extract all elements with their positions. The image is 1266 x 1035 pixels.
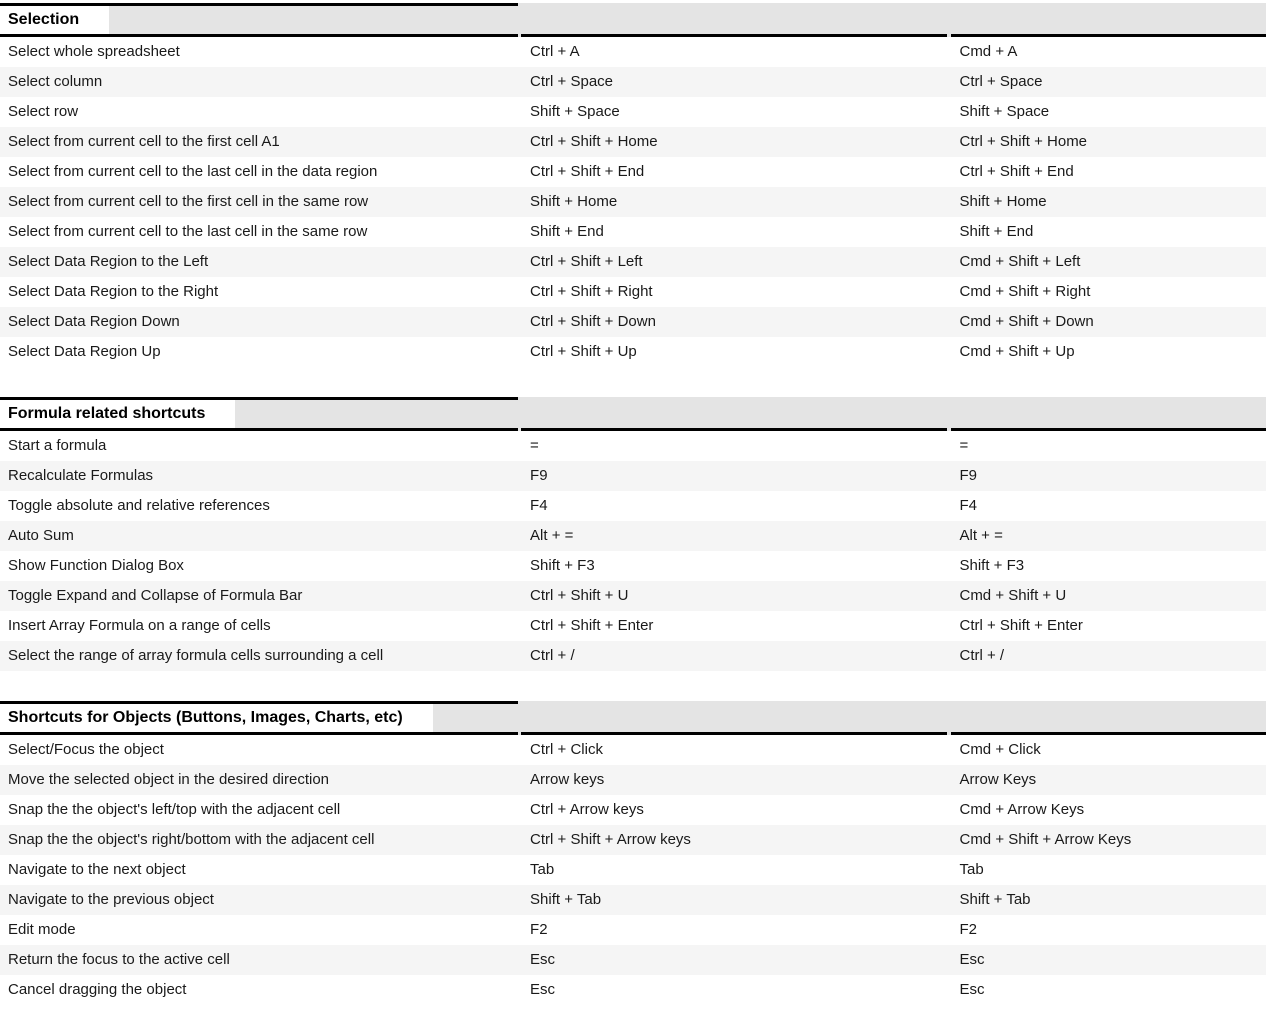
- shortcut-row: [0, 825, 1266, 855]
- windows-shortcut-cell: Esc: [519, 945, 949, 975]
- mac-shortcut-cell: Ctrl + Shift + Enter: [949, 611, 1266, 641]
- windows-shortcut-cell: Ctrl + Click: [519, 735, 949, 765]
- action-cell: Select from current cell to the first cell A1: [0, 127, 519, 157]
- action-cell: Select Data Region Up: [0, 337, 519, 367]
- mac-shortcut-cell: F2: [949, 915, 1266, 945]
- windows-shortcut-cell: Shift + End: [519, 217, 949, 247]
- mac-shortcut-cell: Cmd + Shift + Left: [949, 247, 1266, 277]
- shortcut-section: [0, 701, 1266, 1005]
- header-bottom-border-col2: [521, 732, 947, 735]
- shortcut-row: [0, 461, 1266, 491]
- section-header: [0, 701, 1266, 735]
- windows-shortcut-cell: Ctrl + Shift + Right: [519, 277, 949, 307]
- shortcut-section: [0, 3, 1266, 367]
- mac-shortcut-cell: Cmd + Shift + U: [949, 581, 1266, 611]
- windows-shortcut-cell: Ctrl + Shift + End: [519, 157, 949, 187]
- header-bottom-border-col3: [951, 34, 1266, 37]
- shortcut-row: [0, 521, 1266, 551]
- windows-shortcut-cell: Ctrl + Shift + Left: [519, 247, 949, 277]
- mac-shortcut-cell: Ctrl + /: [949, 641, 1266, 671]
- mac-shortcut-cell: Cmd + Shift + Up: [949, 337, 1266, 367]
- mac-shortcut-cell: Cmd + Shift + Arrow Keys: [949, 825, 1266, 855]
- mac-shortcut-cell: Shift + Tab: [949, 885, 1266, 915]
- header-bottom-border-col2: [521, 428, 947, 431]
- windows-shortcut-cell: Ctrl + Shift + U: [519, 581, 949, 611]
- action-cell: Navigate to the next object: [0, 855, 519, 885]
- shortcut-row: [0, 37, 1266, 67]
- section-header: [0, 3, 1266, 37]
- windows-shortcut-cell: Tab: [519, 855, 949, 885]
- header-bottom-border-col2: [521, 34, 947, 37]
- action-cell: Start a formula: [0, 431, 519, 461]
- windows-shortcut-cell: Ctrl + Shift + Up: [519, 337, 949, 367]
- section-title: Formula related shortcuts: [0, 400, 235, 428]
- header-top-border: [0, 3, 518, 6]
- shortcut-row: [0, 127, 1266, 157]
- mac-shortcut-cell: Shift + Space: [949, 97, 1266, 127]
- action-cell: Insert Array Formula on a range of cells: [0, 611, 519, 641]
- action-cell: Select column: [0, 67, 519, 97]
- shortcut-row: [0, 217, 1266, 247]
- windows-shortcut-cell: Shift + F3: [519, 551, 949, 581]
- action-cell: Toggle absolute and relative references: [0, 491, 519, 521]
- windows-shortcut-cell: Shift + Home: [519, 187, 949, 217]
- mac-shortcut-cell: F9: [949, 461, 1266, 491]
- mac-shortcut-cell: Cmd + Click: [949, 735, 1266, 765]
- shortcut-row: [0, 307, 1266, 337]
- action-cell: Select from current cell to the last cell in the same row: [0, 217, 519, 247]
- mac-shortcut-cell: Cmd + A: [949, 37, 1266, 67]
- windows-shortcut-cell: =: [519, 431, 949, 461]
- mac-shortcut-cell: Cmd + Shift + Down: [949, 307, 1266, 337]
- action-cell: Move the selected object in the desired direction: [0, 765, 519, 795]
- action-cell: Auto Sum: [0, 521, 519, 551]
- windows-shortcut-cell: Arrow keys: [519, 765, 949, 795]
- mac-shortcut-cell: Shift + F3: [949, 551, 1266, 581]
- shortcut-row: [0, 915, 1266, 945]
- action-cell: Return the focus to the active cell: [0, 945, 519, 975]
- shortcut-row: [0, 581, 1266, 611]
- windows-shortcut-cell: Ctrl + Shift + Home: [519, 127, 949, 157]
- header-bottom-border-col1: [0, 428, 518, 431]
- action-cell: Select/Focus the object: [0, 735, 519, 765]
- shortcut-row: [0, 551, 1266, 581]
- header-bottom-border-col3: [951, 732, 1266, 735]
- shortcut-row: [0, 97, 1266, 127]
- action-cell: Select Data Region to the Left: [0, 247, 519, 277]
- mac-shortcut-cell: Ctrl + Shift + Home: [949, 127, 1266, 157]
- action-cell: Select from current cell to the last cell in the data region: [0, 157, 519, 187]
- header-top-border: [0, 397, 518, 400]
- header-bottom-border-col1: [0, 732, 518, 735]
- shortcut-row: [0, 187, 1266, 217]
- shortcut-row: [0, 795, 1266, 825]
- section-title: Shortcuts for Objects (Buttons, Images, Charts, etc): [0, 704, 433, 732]
- action-cell: Select the range of array formula cells surrounding a cell: [0, 641, 519, 671]
- mac-shortcut-cell: F4: [949, 491, 1266, 521]
- shortcut-row: [0, 765, 1266, 795]
- shortcut-row: [0, 885, 1266, 915]
- action-cell: Select Data Region Down: [0, 307, 519, 337]
- section-header: [0, 397, 1266, 431]
- windows-shortcut-cell: Ctrl + Space: [519, 67, 949, 97]
- shortcut-row: [0, 641, 1266, 671]
- mac-shortcut-cell: Shift + Home: [949, 187, 1266, 217]
- windows-shortcut-cell: F9: [519, 461, 949, 491]
- shortcut-row: [0, 855, 1266, 885]
- section-title: Selection: [0, 6, 109, 34]
- shortcut-row: [0, 735, 1266, 765]
- shortcut-row: [0, 431, 1266, 461]
- action-cell: Edit mode: [0, 915, 519, 945]
- shortcut-section: [0, 397, 1266, 671]
- header-bottom-border-col3: [951, 428, 1266, 431]
- action-cell: Show Function Dialog Box: [0, 551, 519, 581]
- windows-shortcut-cell: Esc: [519, 975, 949, 1005]
- mac-shortcut-cell: =: [949, 431, 1266, 461]
- mac-shortcut-cell: Arrow Keys: [949, 765, 1266, 795]
- mac-shortcut-cell: Esc: [949, 945, 1266, 975]
- shortcut-row: [0, 491, 1266, 521]
- windows-shortcut-cell: Ctrl + Shift + Enter: [519, 611, 949, 641]
- action-cell: Navigate to the previous object: [0, 885, 519, 915]
- action-cell: Toggle Expand and Collapse of Formula Bar: [0, 581, 519, 611]
- section-rows: [0, 37, 1266, 367]
- action-cell: Snap the the object's right/bottom with the adjacent cell: [0, 825, 519, 855]
- mac-shortcut-cell: Cmd + Arrow Keys: [949, 795, 1266, 825]
- section-rows: [0, 431, 1266, 671]
- action-cell: Cancel dragging the object: [0, 975, 519, 1005]
- shortcut-row: [0, 157, 1266, 187]
- shortcut-row: [0, 975, 1266, 1005]
- mac-shortcut-cell: Esc: [949, 975, 1266, 1005]
- shortcut-row: [0, 945, 1266, 975]
- shortcut-tables: [0, 3, 1266, 1005]
- action-cell: Snap the the object's left/top with the adjacent cell: [0, 795, 519, 825]
- windows-shortcut-cell: Ctrl + Arrow keys: [519, 795, 949, 825]
- shortcut-row: [0, 247, 1266, 277]
- shortcut-row: [0, 611, 1266, 641]
- mac-shortcut-cell: Cmd + Shift + Right: [949, 277, 1266, 307]
- windows-shortcut-cell: F4: [519, 491, 949, 521]
- windows-shortcut-cell: Ctrl + Shift + Arrow keys: [519, 825, 949, 855]
- shortcut-row: [0, 337, 1266, 367]
- mac-shortcut-cell: Tab: [949, 855, 1266, 885]
- header-bottom-border-col1: [0, 34, 518, 37]
- mac-shortcut-cell: Alt + =: [949, 521, 1266, 551]
- action-cell: Recalculate Formulas: [0, 461, 519, 491]
- mac-shortcut-cell: Shift + End: [949, 217, 1266, 247]
- header-top-border: [0, 701, 518, 704]
- shortcut-row: [0, 67, 1266, 97]
- shortcut-row: [0, 277, 1266, 307]
- mac-shortcut-cell: Ctrl + Space: [949, 67, 1266, 97]
- mac-shortcut-cell: Ctrl + Shift + End: [949, 157, 1266, 187]
- windows-shortcut-cell: F2: [519, 915, 949, 945]
- windows-shortcut-cell: Shift + Space: [519, 97, 949, 127]
- windows-shortcut-cell: Ctrl + /: [519, 641, 949, 671]
- windows-shortcut-cell: Ctrl + A: [519, 37, 949, 67]
- windows-shortcut-cell: Alt + =: [519, 521, 949, 551]
- windows-shortcut-cell: Shift + Tab: [519, 885, 949, 915]
- action-cell: Select Data Region to the Right: [0, 277, 519, 307]
- action-cell: Select row: [0, 97, 519, 127]
- section-rows: [0, 735, 1266, 1005]
- action-cell: Select from current cell to the first cell in the same row: [0, 187, 519, 217]
- action-cell: Select whole spreadsheet: [0, 37, 519, 67]
- windows-shortcut-cell: Ctrl + Shift + Down: [519, 307, 949, 337]
